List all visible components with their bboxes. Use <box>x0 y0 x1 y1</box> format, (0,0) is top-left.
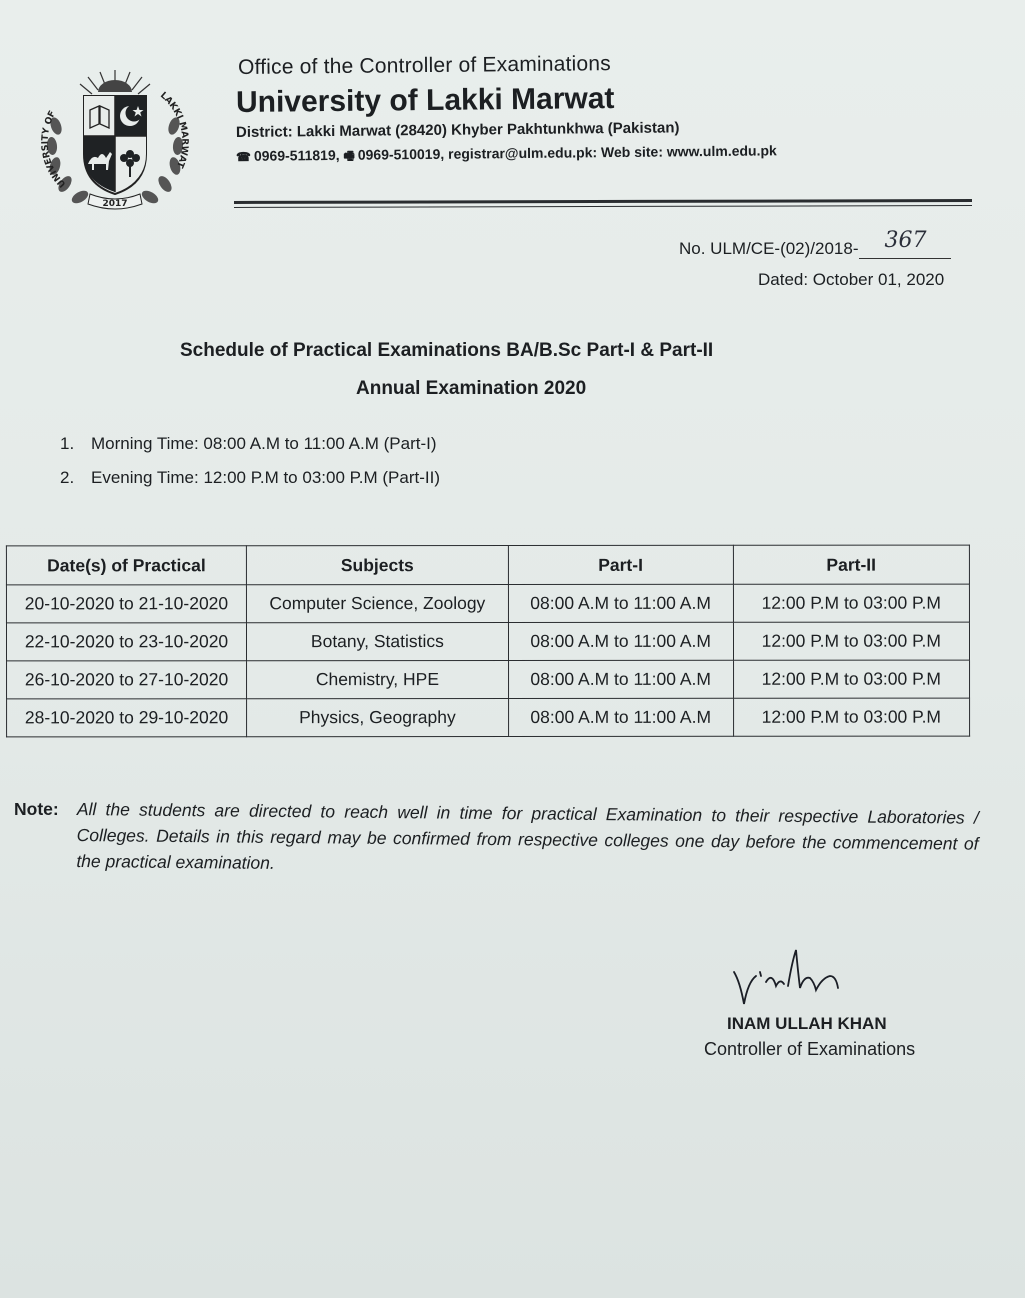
signatory-title: Controller of Examinations <box>704 1039 916 1059</box>
cell-part1-time: 08:00 A.M to 11:00 A.M <box>508 622 733 660</box>
office-title: Office of the Controller of Examinations <box>237 52 612 79</box>
logo-ring-text-right: LAKKI MARWAT <box>158 90 190 170</box>
university-logo <box>40 66 190 216</box>
schedule-table <box>6 545 970 738</box>
handwritten-number: 367 <box>884 228 927 253</box>
university-name: University of Lakki Marwat <box>235 82 615 119</box>
district-line: District: Lakki Marwat (28420) Khyber Pakhtunkhwa (Pakistan) <box>235 119 680 141</box>
table-row <box>6 584 969 623</box>
header-rule-thin <box>234 205 972 208</box>
logo-ring-text-left: UNIVERSITY OF <box>40 109 69 189</box>
logo-year: 2017 <box>102 199 128 209</box>
timing-text: Evening Time: 12:00 P.M to 03:00 P.M (Part-II) <box>91 468 440 487</box>
header-rule-thick <box>234 199 972 204</box>
table-header-row <box>6 545 969 585</box>
cell-part2-time: 12:00 P.M to 03:00 P.M <box>733 698 969 736</box>
dated-line: Dated: October 01, 2020 <box>758 270 945 289</box>
signature <box>726 942 856 1012</box>
timing-item <box>60 468 440 502</box>
note-label: Note: <box>14 799 59 819</box>
reference-label: No. ULM/CE-(02)/2018- <box>679 239 859 258</box>
timings-list <box>60 434 440 502</box>
cell-part1-time: 08:00 A.M to 11:00 A.M <box>508 660 733 698</box>
cell-part1-time: 08:00 A.M to 11:00 A.M <box>508 584 733 622</box>
table-row <box>7 698 970 737</box>
timing-text: Morning Time: 08:00 A.M to 11:00 A.M (Part-I) <box>91 434 437 453</box>
cell-part2-time: 12:00 P.M to 03:00 P.M <box>733 584 969 622</box>
table-row <box>7 660 970 699</box>
phone-icon: ☎ <box>235 149 252 164</box>
fax-icon: 🖷 <box>343 148 355 163</box>
cell-part2-time: 12:00 P.M to 03:00 P.M <box>733 622 969 660</box>
cell-dates: 28-10-2020 to 29-10-2020 <box>7 699 247 737</box>
reference-blank <box>859 228 951 259</box>
column-header-part1: Part-I <box>508 545 733 584</box>
schedule-title: Schedule of Practical Examinations BA/B.Sc Part-I & Part-II <box>180 340 714 361</box>
cell-subjects: Physics, Geography <box>247 698 509 736</box>
cell-subjects: Botany, Statistics <box>246 622 508 660</box>
reference-number <box>679 228 951 259</box>
note-text: All the students are directed to reach well in time for practical Examination to their respective Laboratories / Colleges. Details in this regard may be confirmed from respective colleges one day before the commencement of the practical examination. <box>76 798 979 873</box>
phone-number: 0969-511819, <box>253 146 340 164</box>
schedule-subtitle: Annual Examination 2020 <box>356 378 587 399</box>
table-row <box>6 622 969 661</box>
cell-dates: 22-10-2020 to 23-10-2020 <box>6 623 246 661</box>
cell-dates: 20-10-2020 to 21-10-2020 <box>6 585 246 623</box>
cell-subjects: Chemistry, HPE <box>247 660 509 698</box>
timing-number: 1. <box>60 434 75 453</box>
contact-line <box>236 142 777 169</box>
cell-dates: 26-10-2020 to 27-10-2020 <box>7 661 247 699</box>
cell-part2-time: 12:00 P.M to 03:00 P.M <box>733 660 969 698</box>
timing-number: 2. <box>60 468 75 487</box>
column-header-dates: Date(s) of Practical <box>6 546 246 585</box>
cell-part1-time: 08:00 A.M to 11:00 A.M <box>508 698 733 736</box>
column-header-subjects: Subjects <box>246 545 508 584</box>
fax-email-website: 0969-510019, registrar@ulm.edu.pk: Web site: www.ulm.edu.pk <box>357 142 777 163</box>
signatory-name: INAM ULLAH KHAN <box>727 1014 887 1033</box>
cell-subjects: Computer Science, Zoology <box>246 584 508 622</box>
timing-item <box>60 434 440 468</box>
column-header-part2: Part-II <box>733 545 969 584</box>
